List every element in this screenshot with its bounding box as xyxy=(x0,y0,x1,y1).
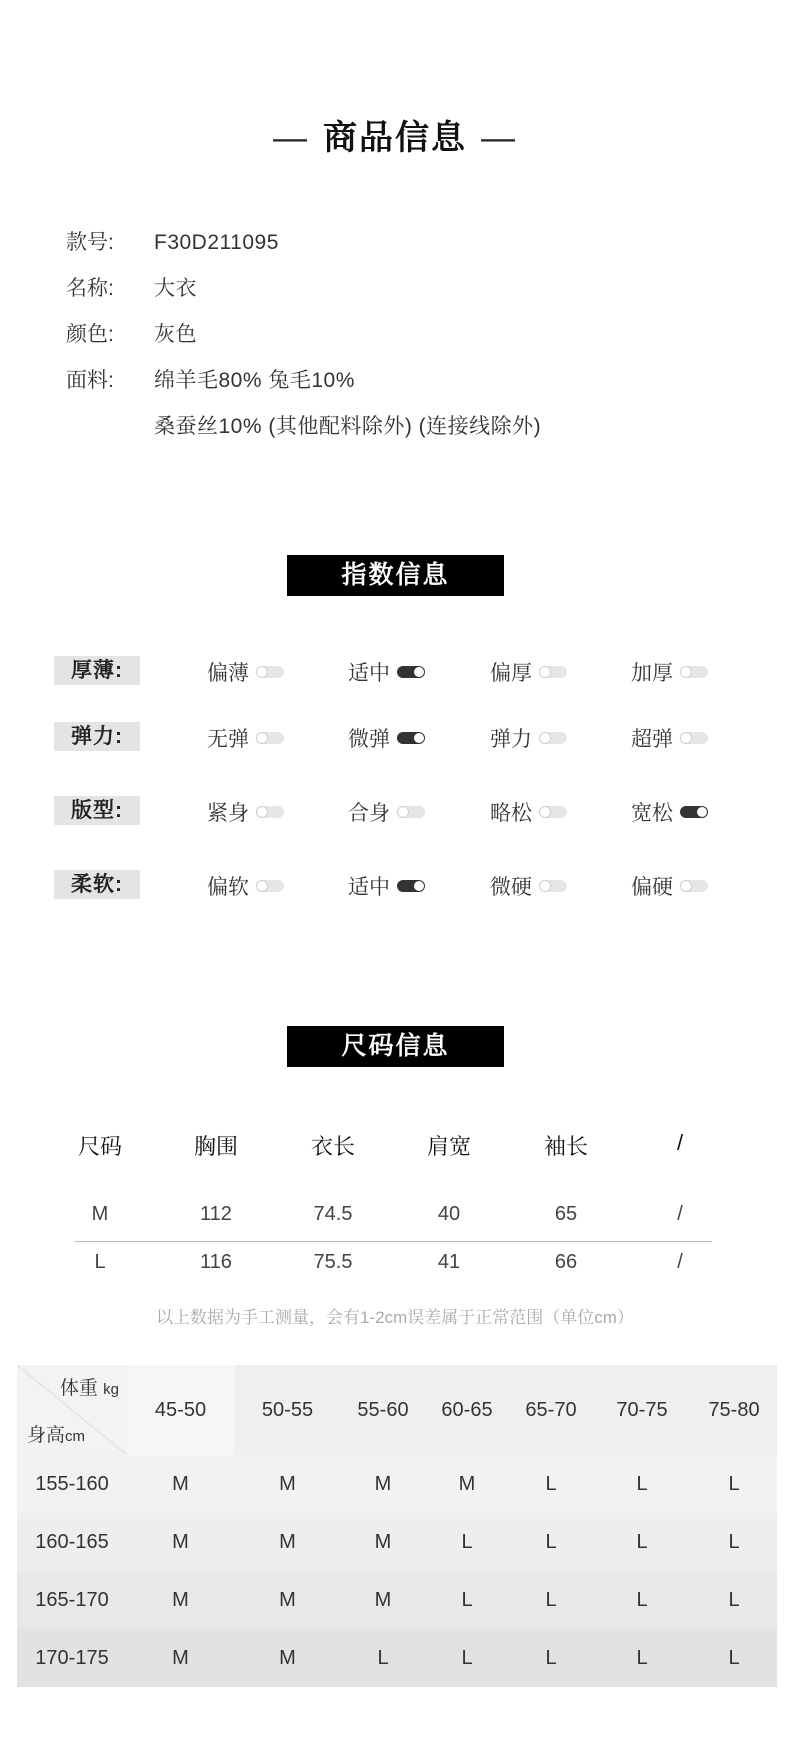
recommended-size-cell: M xyxy=(172,1647,189,1669)
size-table-cell: 40 xyxy=(437,1203,461,1225)
corner-weight-unit: kg xyxy=(103,1381,119,1398)
size-table-cell: 65 xyxy=(554,1203,578,1225)
table-corner-header xyxy=(17,1365,127,1455)
size-table-header: / xyxy=(676,1130,684,1155)
index-label: 版型: xyxy=(54,796,140,825)
size-table-cell: 41 xyxy=(437,1251,461,1273)
recommended-size-cell: M xyxy=(172,1531,189,1553)
info-row-fabric-cont xyxy=(66,410,541,440)
info-value: 绵羊毛80% 兔毛10% xyxy=(154,369,355,392)
toggle-on-icon xyxy=(397,732,425,744)
info-value: 灰色 xyxy=(154,323,197,346)
toggle-off-icon xyxy=(256,666,284,678)
recommended-size-cell: M xyxy=(374,1531,392,1553)
index-info-heading: 指数信息 xyxy=(287,555,504,596)
index-option xyxy=(490,657,567,687)
title-dash-left: — xyxy=(273,119,309,157)
index-option-label: 弹力 xyxy=(490,728,532,751)
recommended-size-cell: L xyxy=(545,1531,557,1553)
index-option-label: 偏硬 xyxy=(631,876,673,899)
index-option-label: 微硬 xyxy=(490,876,532,899)
info-row-style-no xyxy=(66,226,279,256)
index-option-label: 合身 xyxy=(348,802,390,825)
recommended-size-cell: M xyxy=(172,1473,189,1495)
index-option-label: 加厚 xyxy=(631,662,673,685)
index-option-label: 适中 xyxy=(348,876,390,899)
toggle-off-icon xyxy=(680,732,708,744)
index-label: 弹力: xyxy=(54,722,140,751)
size-table-cell: 116 xyxy=(200,1251,232,1273)
size-table-cell: 112 xyxy=(200,1203,232,1225)
index-option xyxy=(207,723,284,753)
weight-range-header: 75-80 xyxy=(708,1399,760,1421)
weight-range-header: 50-55 xyxy=(261,1399,314,1421)
index-option xyxy=(631,871,708,901)
index-option xyxy=(207,657,284,687)
size-table-cell: M xyxy=(91,1203,109,1225)
toggle-off-icon xyxy=(256,806,284,818)
toggle-on-icon xyxy=(397,880,425,892)
recommended-size-cell: M xyxy=(279,1647,296,1669)
info-label: 名称: xyxy=(66,277,114,300)
index-option-label: 宽松 xyxy=(631,802,673,825)
index-option xyxy=(348,871,425,901)
weight-range-header: 60-65 xyxy=(441,1399,493,1421)
toggle-off-icon xyxy=(680,880,708,892)
corner-height-unit: cm xyxy=(65,1428,86,1445)
info-value: 桑蚕丝10% (其他配料除外) (连接线除外) xyxy=(154,415,542,438)
index-option-label: 微弹 xyxy=(348,728,390,751)
size-table-header: 衣长 xyxy=(310,1134,355,1159)
toggle-off-icon xyxy=(539,732,567,744)
index-label: 柔软: xyxy=(54,870,140,899)
recommended-size-cell: L xyxy=(728,1531,740,1553)
size-note: 以上数据为手工测量，会有1-2cm误差属于正常范围（单位cm） xyxy=(156,1308,634,1327)
recommended-size-cell: L xyxy=(461,1531,473,1553)
info-label: 款号: xyxy=(66,231,114,254)
title-dash-right: — xyxy=(481,119,517,157)
index-option-label: 超弹 xyxy=(631,728,673,751)
toggle-off-icon xyxy=(539,666,567,678)
toggle-off-icon xyxy=(256,880,284,892)
height-range-cell: 160-165 xyxy=(35,1531,109,1553)
corner-height-text: 身高 xyxy=(27,1425,66,1446)
height-range-cell: 170-175 xyxy=(35,1647,109,1669)
index-option xyxy=(631,797,708,827)
recommended-size-cell: L xyxy=(461,1647,473,1669)
recommended-size-cell: L xyxy=(545,1647,557,1669)
index-option-label: 偏薄 xyxy=(207,662,249,685)
weight-range-header: 45-50 xyxy=(154,1399,207,1421)
index-option xyxy=(490,723,567,753)
recommended-size-cell: L xyxy=(636,1647,648,1669)
size-table-cell: 74.5 xyxy=(313,1203,353,1225)
recommended-size-cell: L xyxy=(636,1589,648,1611)
index-option-label: 偏厚 xyxy=(490,662,532,685)
recommended-size-cell: M xyxy=(374,1589,392,1611)
recommended-size-cell: M xyxy=(458,1473,476,1495)
corner-height-label xyxy=(27,1420,85,1447)
recommended-size-cell: L xyxy=(728,1647,740,1669)
info-value: F30D211095 xyxy=(154,231,279,254)
info-row-color xyxy=(66,318,197,348)
index-option xyxy=(490,797,567,827)
recommended-size-cell: L xyxy=(636,1473,648,1495)
index-option-label: 略松 xyxy=(490,802,532,825)
index-option xyxy=(207,797,284,827)
index-option-label: 无弹 xyxy=(207,728,249,751)
recommended-size-cell: L xyxy=(545,1473,557,1495)
index-option xyxy=(207,871,284,901)
info-value: 大衣 xyxy=(154,277,197,300)
toggle-on-icon xyxy=(397,666,425,678)
size-info-heading: 尺码信息 xyxy=(287,1026,504,1067)
size-table-cell: 75.5 xyxy=(313,1251,353,1273)
toggle-on-icon xyxy=(680,806,708,818)
toggle-off-icon xyxy=(256,732,284,744)
recommended-size-cell: M xyxy=(279,1531,296,1553)
size-table-header: 肩宽 xyxy=(426,1134,471,1159)
recommended-size-cell: L xyxy=(545,1589,557,1611)
weight-range-header: 65-70 xyxy=(525,1399,577,1421)
recommended-size-cell: L xyxy=(461,1589,473,1611)
index-option xyxy=(348,723,425,753)
index-label: 厚薄: xyxy=(54,656,140,685)
weight-range-header: 55-60 xyxy=(357,1399,409,1421)
index-option xyxy=(631,657,708,687)
size-table-header: 袖长 xyxy=(543,1134,588,1159)
index-option xyxy=(348,657,425,687)
size-table-cell: / xyxy=(677,1203,683,1225)
index-option-label: 偏软 xyxy=(207,876,249,899)
toggle-off-icon xyxy=(539,806,567,818)
recommended-size-cell: L xyxy=(377,1647,389,1669)
recommended-size-cell: L xyxy=(728,1589,740,1611)
info-row-fabric xyxy=(66,364,355,394)
height-range-cell: 155-160 xyxy=(35,1473,109,1495)
index-option-label: 适中 xyxy=(348,662,390,685)
size-table-divider xyxy=(75,1241,712,1242)
info-row-name xyxy=(66,272,197,302)
info-label: 颜色: xyxy=(66,323,114,346)
corner-weight-label xyxy=(60,1373,119,1400)
corner-weight-text: 体重 xyxy=(59,1378,98,1399)
size-table-cell: 66 xyxy=(554,1251,578,1273)
recommended-size-cell: M xyxy=(279,1473,296,1495)
recommended-size-cell: M xyxy=(279,1589,296,1611)
index-option-label: 紧身 xyxy=(207,802,249,825)
recommended-size-cell: L xyxy=(636,1531,648,1553)
recommended-size-cell: L xyxy=(728,1473,740,1495)
size-table-cell: / xyxy=(677,1251,683,1273)
height-range-cell: 165-170 xyxy=(35,1589,109,1611)
size-table-cell: L xyxy=(94,1251,106,1273)
product-info-title xyxy=(0,110,790,159)
index-option xyxy=(490,871,567,901)
weight-range-header: 70-75 xyxy=(616,1399,668,1421)
size-table-header: 胸围 xyxy=(193,1134,238,1159)
index-option xyxy=(348,797,425,827)
info-label: 面料: xyxy=(66,369,114,392)
recommended-size-cell: M xyxy=(172,1589,189,1611)
toggle-off-icon xyxy=(397,806,425,818)
toggle-off-icon xyxy=(539,880,567,892)
product-info-heading: 商品信息 xyxy=(323,119,467,157)
size-table-header: 尺码 xyxy=(77,1134,122,1159)
index-option xyxy=(631,723,708,753)
toggle-off-icon xyxy=(680,666,708,678)
recommended-size-cell: M xyxy=(374,1473,392,1495)
